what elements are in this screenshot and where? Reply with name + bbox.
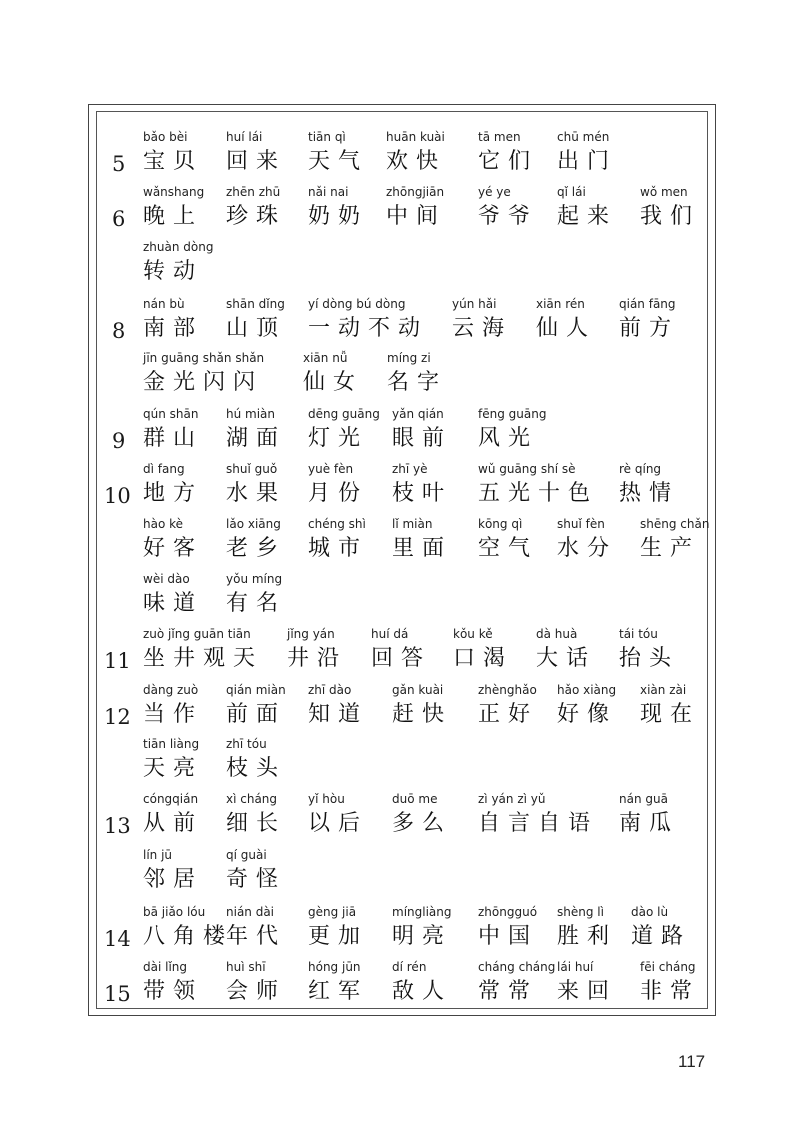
hanzi: 知道 [308,702,369,727]
pinyin: huí lái [226,130,263,144]
pinyin: míng zi [387,351,431,365]
hanzi: 我们 [640,204,701,229]
pinyin: dēng guāng [308,407,380,421]
pinyin: cóngqián [143,792,199,806]
word-line [0,130,800,186]
pinyin: yí dòng bú dòng [308,297,406,311]
pinyin: shān dǐng [226,297,285,311]
hanzi: 晚上 [143,204,204,229]
pinyin: cháng cháng [478,960,556,974]
pinyin: fēng guāng [478,407,547,421]
pinyin: dì fang [143,462,185,476]
pinyin: chéng shì [308,517,366,531]
hanzi: 坐井观天 [143,646,264,671]
hanzi: 生产 [640,536,701,561]
hanzi: 来回 [557,979,618,1004]
pinyin: gǎn kuài [392,683,444,697]
hanzi: 灯光 [308,426,369,451]
pinyin: yǐ hòu [308,792,345,806]
hanzi: 天气 [308,149,369,174]
hanzi: 带领 [143,979,204,1004]
pinyin: xiàn zài [640,683,687,697]
hanzi: 珍珠 [226,204,287,229]
pinyin: rè qíng [619,462,662,476]
pinyin: fēi cháng [640,960,696,974]
pinyin: zhōngguó [478,905,538,919]
word-line [0,240,800,296]
pinyin: yé ye [478,185,511,199]
hanzi: 好客 [143,536,204,561]
hanzi: 五光十色 [478,481,599,506]
hanzi: 风光 [478,426,539,451]
word-line [0,517,800,573]
hanzi: 热情 [619,481,680,506]
hanzi: 出门 [557,149,618,174]
hanzi: 中国 [478,924,539,949]
hanzi: 多么 [392,811,453,836]
hanzi: 南部 [143,316,204,341]
pinyin: zhènghǎo [478,683,537,697]
hanzi: 里面 [392,536,453,561]
hanzi: 云海 [452,316,513,341]
hanzi: 天亮 [143,756,204,781]
hanzi: 奶奶 [308,204,369,229]
hanzi: 宝贝 [143,149,204,174]
hanzi: 枝叶 [392,481,453,506]
pinyin: míngliàng [392,905,452,919]
hanzi: 有名 [226,591,287,616]
hanzi: 大话 [536,646,597,671]
pinyin: nián dài [226,905,275,919]
hanzi: 金光闪闪 [143,370,264,395]
pinyin: nán guā [619,792,668,806]
hanzi: 月份 [308,481,369,506]
pinyin: zhuàn dòng [143,240,214,254]
hanzi: 正好 [478,702,539,727]
hanzi: 水果 [226,481,287,506]
pinyin: hǎo xiàng [557,683,617,697]
pinyin: yǒu míng [226,572,283,586]
hanzi: 非常 [640,979,701,1004]
pinyin: dào lù [631,905,669,919]
hanzi: 爷爷 [478,204,539,229]
hanzi: 回来 [226,149,287,174]
pinyin: zhī dào [308,683,352,697]
hanzi: 湖面 [226,426,287,451]
hanzi: 红军 [308,979,369,1004]
pinyin: dàng zuò [143,683,199,697]
pinyin: bǎo bèi [143,130,188,144]
pinyin: wǒ men [640,185,688,199]
hanzi: 前方 [619,316,680,341]
hanzi: 水分 [557,536,618,561]
hanzi: 常常 [478,979,539,1004]
hanzi: 赶快 [392,702,453,727]
lesson-number: 6 [112,207,126,231]
lesson-number: 8 [112,319,126,343]
hanzi: 南瓜 [619,811,680,836]
pinyin: xì cháng [226,792,278,806]
hanzi: 味道 [143,591,204,616]
word-line [0,960,800,1016]
hanzi: 当作 [143,702,204,727]
pinyin: gèng jiā [308,905,357,919]
hanzi: 更加 [308,924,369,949]
word-line [0,407,800,463]
lesson-number: 11 [104,649,131,673]
pinyin: tiān liàng [143,737,200,751]
hanzi: 欢快 [386,149,447,174]
hanzi: 井沿 [287,646,348,671]
pinyin: hóng jūn [308,960,361,974]
lesson-number: 5 [112,152,126,176]
hanzi: 仙女 [303,370,364,395]
pinyin: tiān qì [308,130,346,144]
pinyin: lín jū [143,848,173,862]
pinyin: yuè fèn [308,462,354,476]
hanzi: 空气 [478,536,539,561]
pinyin: lái huí [557,960,594,974]
lesson-number: 14 [104,927,131,951]
hanzi: 胜利 [557,924,618,949]
hanzi: 自言自语 [478,811,599,836]
pinyin: hú miàn [226,407,276,421]
pinyin: tā men [478,130,521,144]
pinyin: wèi dào [143,572,190,586]
word-line [0,848,800,904]
lesson-number: 15 [104,982,131,1006]
word-line [0,185,800,241]
pinyin: nǎi nai [308,185,349,199]
word-line [0,683,800,739]
pinyin: dài lǐng [143,960,188,974]
hanzi: 现在 [640,702,701,727]
lesson-number: 10 [104,484,131,508]
pinyin: shuǐ guǒ [226,462,278,476]
pinyin: huí dá [371,627,409,641]
word-line [0,351,800,407]
pinyin: shēng chǎn [640,517,710,531]
pinyin: huì shī [226,960,266,974]
word-line [0,627,800,683]
pinyin: nán bù [143,297,185,311]
pinyin: chū mén [557,130,610,144]
word-line [0,905,800,961]
pinyin: jīn guāng shǎn shǎn [143,351,265,365]
hanzi: 转动 [143,259,204,284]
hanzi: 名字 [387,370,448,395]
pinyin: duō me [392,792,438,806]
page-number: 117 [678,1052,706,1071]
pinyin: zhī tóu [226,737,267,751]
lesson-number: 9 [112,429,126,453]
hanzi: 它们 [478,149,539,174]
pinyin: dà huà [536,627,578,641]
lesson-number: 12 [104,705,131,729]
pinyin: kǒu kě [453,627,493,641]
hanzi: 地方 [143,481,204,506]
hanzi: 以后 [308,811,369,836]
pinyin: dí rén [392,960,427,974]
word-line [0,792,800,848]
pinyin: zuò jǐng guān tiān [143,627,251,641]
hanzi: 中间 [386,204,447,229]
pinyin: lǐ miàn [392,517,433,531]
pinyin: shèng lì [557,905,604,919]
word-line [0,572,800,628]
hanzi: 会师 [226,979,287,1004]
hanzi: 老乡 [226,536,287,561]
hanzi: 敌人 [392,979,453,1004]
hanzi: 好像 [557,702,618,727]
hanzi: 群山 [143,426,204,451]
pinyin: xiān nǚ [303,351,348,365]
word-line [0,737,800,793]
pinyin: wǔ guāng shí sè [478,462,576,476]
hanzi: 起来 [557,204,618,229]
pinyin: xiān rén [536,297,585,311]
pinyin: yǎn qián [392,407,444,421]
pinyin: qián fāng [619,297,676,311]
hanzi: 眼前 [392,426,453,451]
pinyin: zì yán zì yǔ [478,792,546,806]
hanzi: 明亮 [392,924,453,949]
hanzi: 前面 [226,702,287,727]
hanzi: 八角楼 [143,924,234,949]
hanzi: 细长 [226,811,287,836]
hanzi: 口渴 [453,646,514,671]
pinyin: qǐ lái [557,185,586,199]
pinyin: zhōngjiān [386,185,445,199]
pinyin: qián miàn [226,683,286,697]
lesson-number: 13 [104,814,131,838]
hanzi: 抬头 [619,646,680,671]
hanzi: 山顶 [226,316,287,341]
pinyin: tái tóu [619,627,658,641]
word-line [0,462,800,518]
hanzi: 一动不动 [308,316,429,341]
pinyin: qí guài [226,848,267,862]
pinyin: lǎo xiāng [226,517,281,531]
pinyin: yún hǎi [452,297,497,311]
hanzi: 仙人 [536,316,597,341]
pinyin: jǐng yán [287,627,335,641]
hanzi: 奇怪 [226,867,287,892]
pinyin: kōng qì [478,517,523,531]
hanzi: 从前 [143,811,204,836]
pinyin: wǎnshang [143,185,205,199]
pinyin: huān kuài [386,130,445,144]
pinyin: qún shān [143,407,199,421]
pinyin: zhī yè [392,462,428,476]
hanzi: 枝头 [226,756,287,781]
hanzi: 城市 [308,536,369,561]
pinyin: shuǐ fèn [557,517,605,531]
word-line [0,297,800,353]
hanzi: 道路 [631,924,692,949]
pinyin: zhēn zhū [226,185,281,199]
hanzi: 回答 [371,646,432,671]
hanzi: 年代 [226,924,287,949]
hanzi: 邻居 [143,867,204,892]
pinyin: hào kè [143,517,184,531]
pinyin: bā jiǎo lóu [143,905,206,919]
